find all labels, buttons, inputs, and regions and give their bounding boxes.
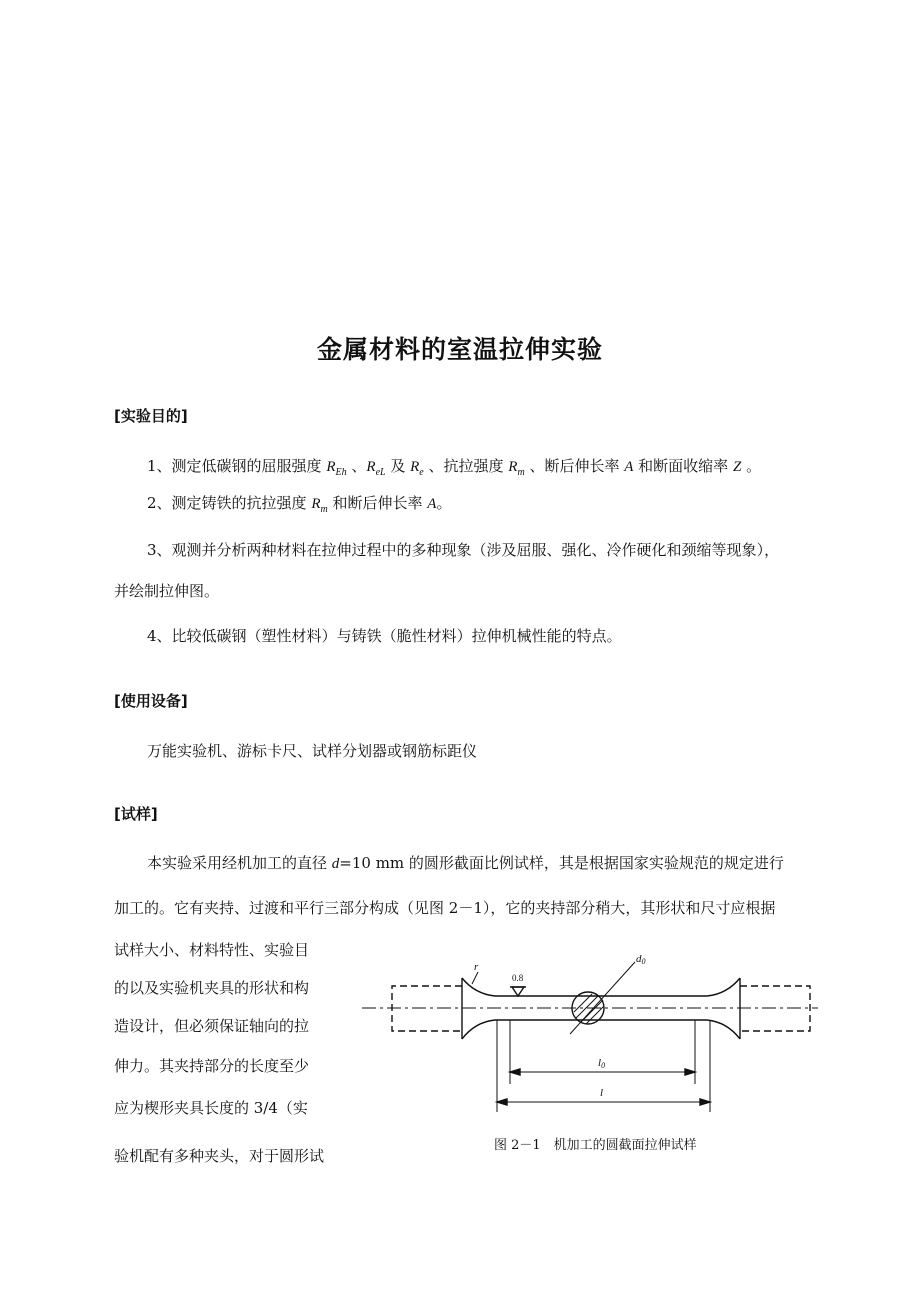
diameter-label: d0: [636, 953, 646, 966]
purpose-item-3: 3、观测并分析两种材料在拉伸过程中的多种现象（涉及屈服、强化、冷作硬化和颈缩等现象），: [147, 541, 780, 559]
page-title: 金属材料的室温拉伸实验: [316, 335, 603, 364]
equipment-text: 万能实验机、游标卡尺、试样分划器或钢筋标距仪: [147, 742, 478, 760]
equipment-heading: [使用设备]: [114, 692, 188, 710]
gauge-length-label: l0: [598, 1057, 606, 1070]
wrap-line-3: 造设计，但必须保证轴向的拉: [114, 1017, 310, 1035]
total-length-label: l: [600, 1087, 604, 1099]
purpose-item-3-continued: 并绘制拉伸图。: [114, 582, 220, 600]
roughness-label: 0.8: [512, 973, 524, 983]
specimen-line-2: 加工的。它有夹持、过渡和平行三部分构成（见图 2－1），它的夹持部分稍大，其形状和尺寸应根据: [114, 899, 776, 917]
specimen-line-1: 本实验采用经机加工的直径 d=10 mm 的圆形截面比例试样，其是根据国家实验规范的规定进行: [147, 854, 784, 872]
wrap-line-4: 伸力。其夹持部分的长度至少: [114, 1057, 310, 1075]
figure-caption: 图 2－1 机加工的圆截面拉伸试样: [494, 1138, 697, 1153]
specimen-heading: [试样]: [114, 805, 158, 823]
wrap-line-5: 应为楔形夹具长度的 3/4（实: [114, 1099, 308, 1117]
wrap-line-1: 试样大小、材料特性、实验目: [114, 941, 310, 959]
purpose-item-1: 1、测定低碳钢的屈服强度 $R_{Eh}$ 、$R_{eL}$ 及 $R_e$ 、抗拉强度 $R_m$ 、断后伸长率 A 和断面收缩率 Z 。: [147, 457, 762, 478]
specimen-figure: [360, 944, 820, 1119]
purpose-item-4: 4、比较低碳钢（塑性材料）与铸铁（脆性材料）拉伸机械性能的特点。: [147, 627, 622, 645]
purpose-item-2: 2、测定铸铁的抗拉强度 $R_m$ 和断后伸长率 A。: [147, 494, 452, 515]
wrap-line-6: 验机配有多种夹头，对于圆形试: [114, 1147, 325, 1165]
phenomena-emphasis: 涉及屈服、强化、冷作硬化和颈缩等现象: [486, 541, 757, 559]
wrap-line-2: 的以及实验机夹具的形状和构: [114, 979, 310, 997]
radius-label: r: [474, 961, 479, 973]
purpose-heading: [实验目的]: [114, 407, 188, 425]
